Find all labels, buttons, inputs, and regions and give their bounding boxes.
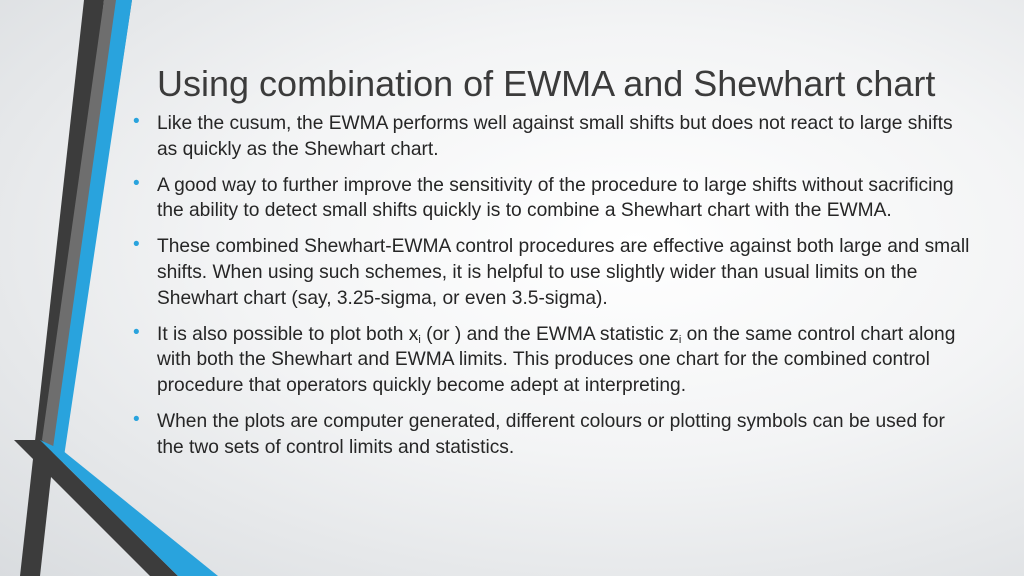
bullet-list [133,111,972,471]
bullet-text: A good way to further improve the sensitivity of the procedure to large shifts without sacrificing the ability to detect small shifts quickly is to combine a Shewhart chart with the EWMA. [157,174,954,222]
bullet-text-part: on the same control chart along with both the Shewhart and EWMA limits. This produces one chart for the combined control procedure that operators quickly become adept at interpreting. [157,323,956,397]
bullet-dot-icon: • [133,111,140,132]
bullet-text-part: It is also possible to plot both x [157,323,419,345]
bullet-dot-icon: • [133,321,140,343]
bullet-item [133,234,972,311]
bullet-text: When the plots are computer generated, different colours or plotting symbols can be used for the two sets of control limits and statistics. [157,410,945,458]
bullet-text [157,324,955,397]
bullet-item [133,172,972,225]
slide-title: Using combination of EWMA and Shewhart chart [157,63,936,104]
bullet-dot-icon: • [133,408,140,430]
bullet-item [133,111,972,163]
bullet-item [133,321,972,399]
bullet-text-part: (or ) and the EWMA statistic z [420,323,679,345]
bullet-text: Like the cusum, the EWMA performs well against small shifts but does not react to large shifts as quickly as the Shewhart chart. [157,113,953,160]
subscript-i: i [418,333,421,346]
bullet-dot-icon: • [133,172,140,194]
bullet-dot-icon: • [133,234,140,256]
bullet-item [133,408,972,461]
bullet-text: These combined Shewhart-EWMA control procedures are effective against both large and small shifts. When using such schemes, it is helpful to use slightly wider than usual limits on the Shewhart chart (say, 3.25-sigma, or even 3.5-sigma). [157,236,970,309]
subscript-i: i [678,333,682,346]
